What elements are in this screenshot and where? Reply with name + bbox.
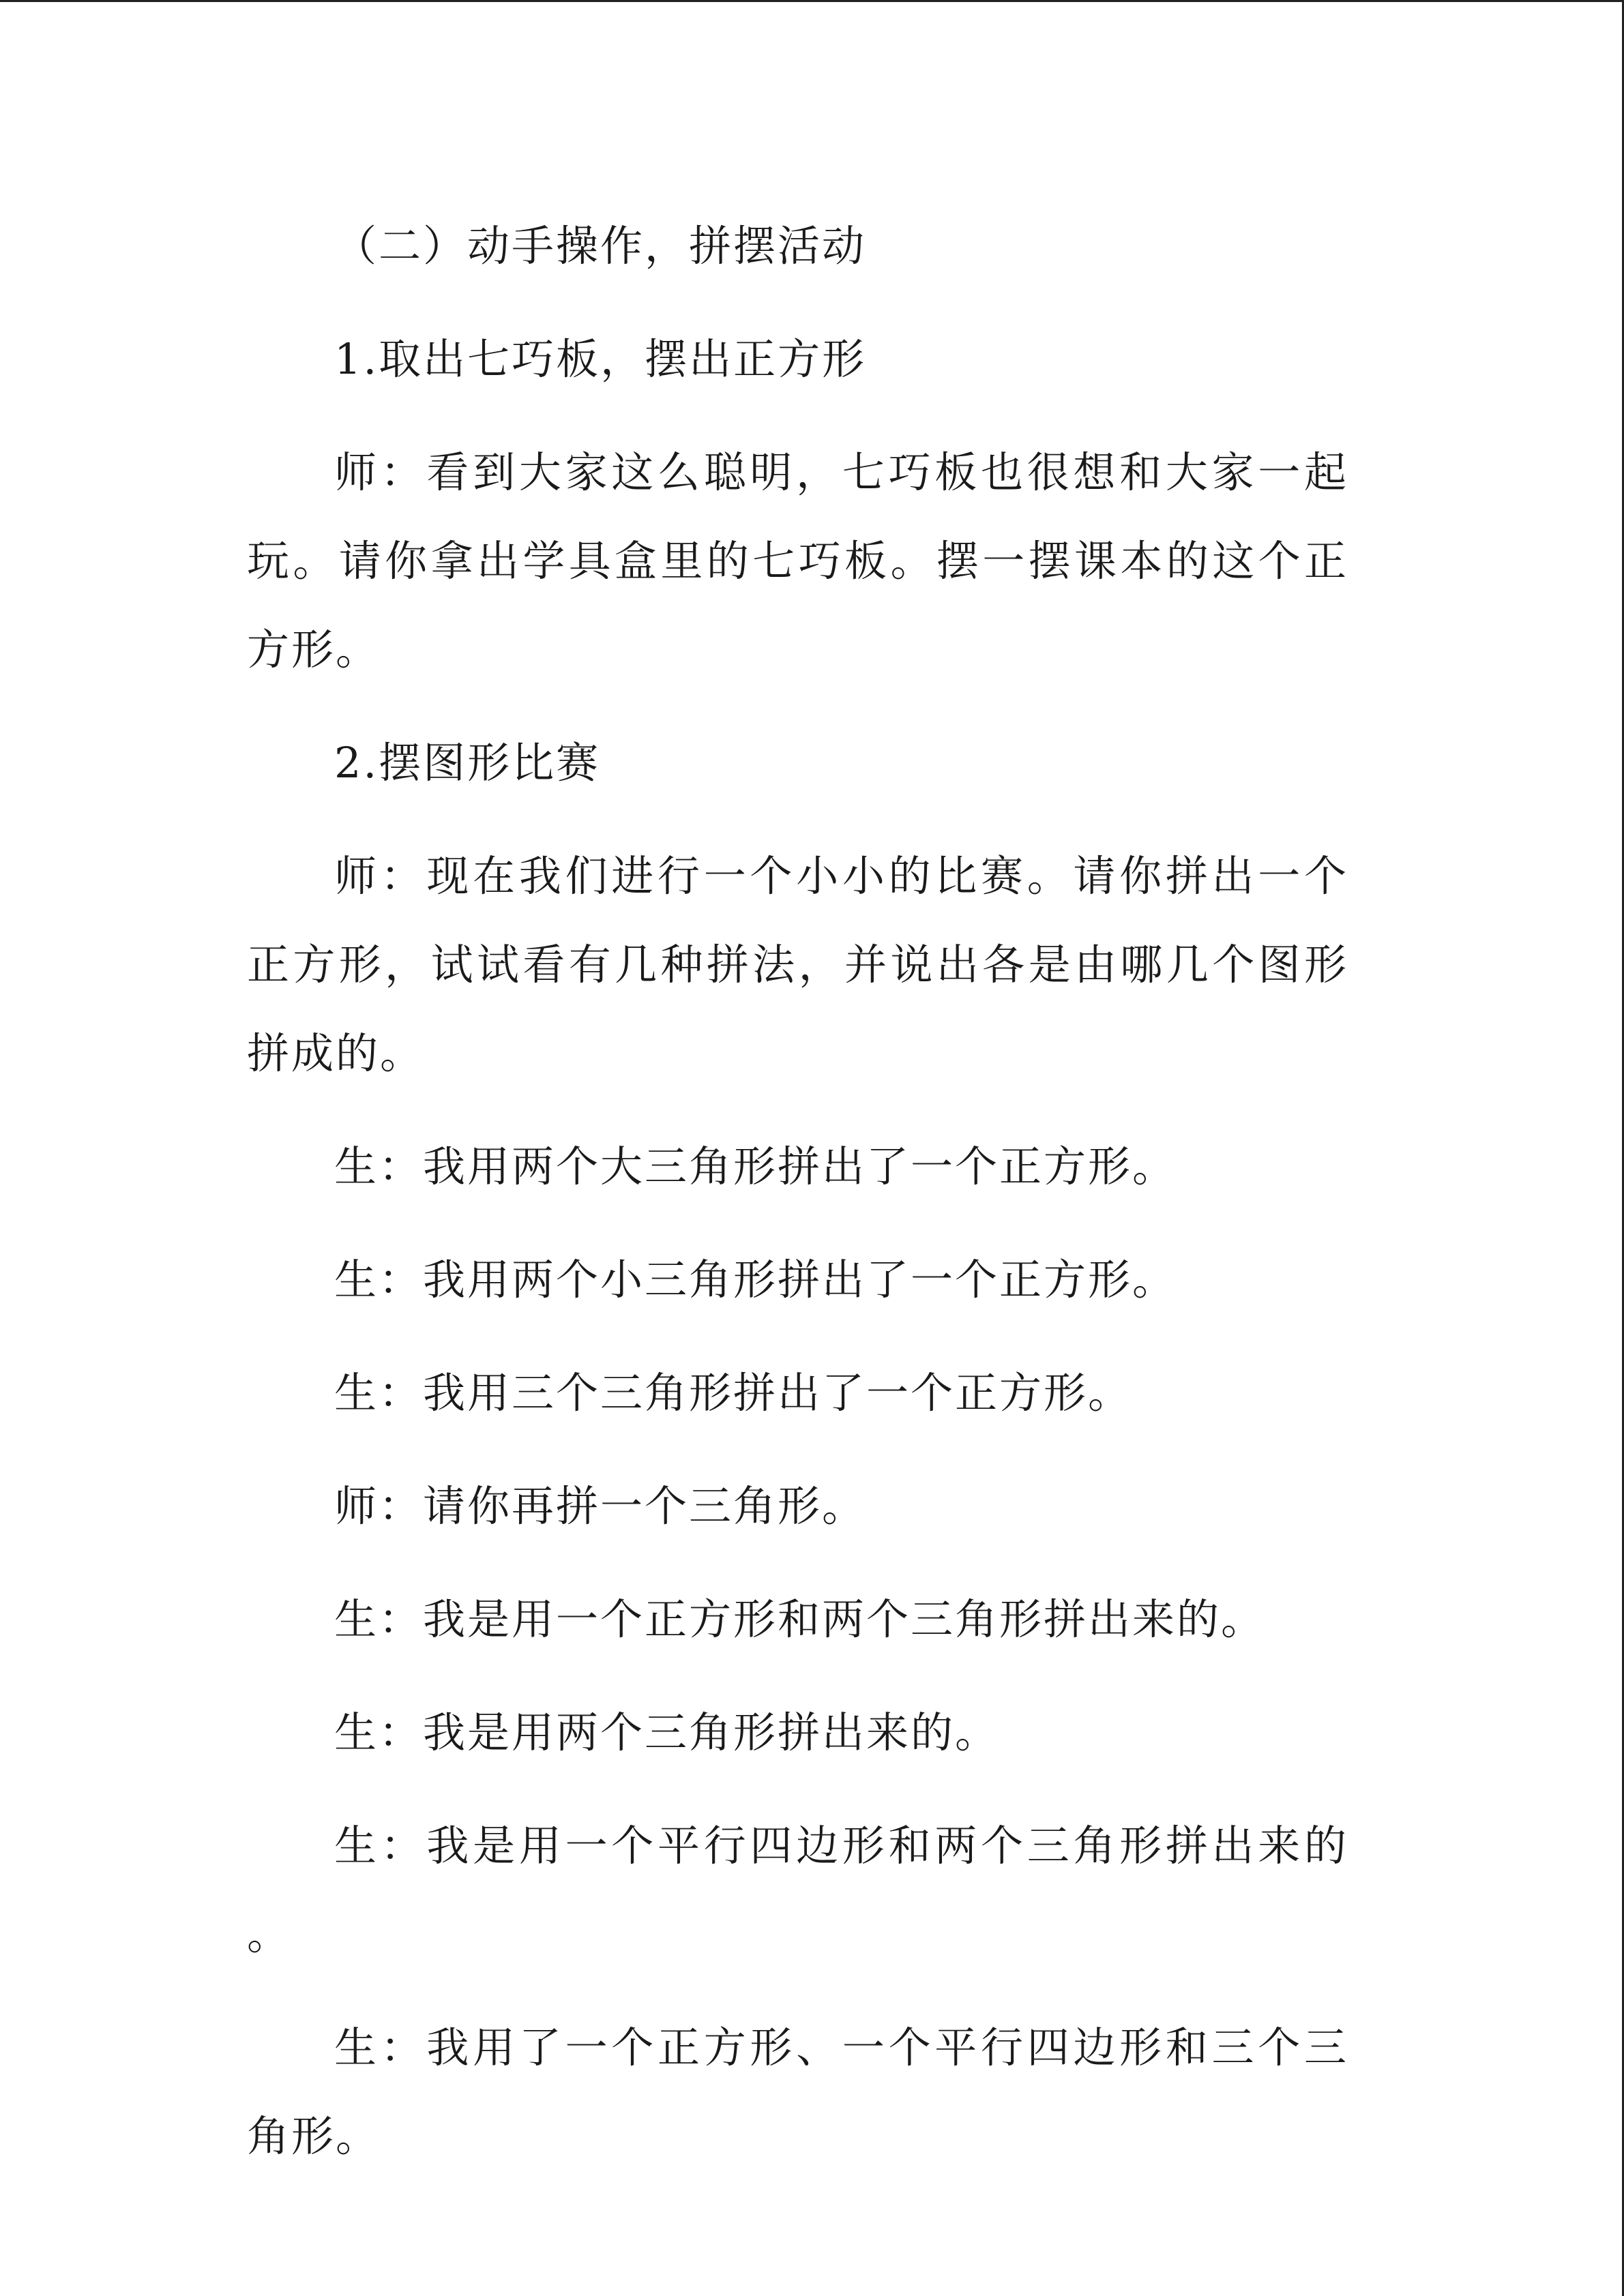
paragraph-student-3: 生：我用三个三角形拼出了一个正方形。 xyxy=(334,1368,1133,1418)
paragraph-student-2: 生：我用两个小三角形拼出了一个正方形。 xyxy=(334,1255,1177,1304)
paragraph-student-1: 生：我用两个大三角形拼出了一个正方形。 xyxy=(334,1142,1177,1191)
step-heading-2: 2.摆图形比赛 xyxy=(334,738,601,788)
paragraph-student-7: 生：我用了一个正方形、一个平行四边形和三个三角形。 xyxy=(247,2023,1348,2161)
section-heading: （二）动手操作，拼摆活动 xyxy=(334,221,867,271)
paragraph-student-5: 生：我是用两个三角形拼出来的。 xyxy=(334,1708,1000,1757)
paragraph-teacher-2: 师：现在我们进行一个小小的比赛。请你拼出一个正方形，试试看有几种拼法，并说出各是由哪几个图形拼成的。 xyxy=(247,851,1348,1078)
paragraph-student-4: 生：我是用一个正方形和两个三角形拼出来的。 xyxy=(334,1594,1266,1644)
step-heading-1: 1.取出七巧板，摆出正方形 xyxy=(334,334,867,384)
paragraph-student-6: 生：我是用一个平行四边形和两个三角形拼出来的。 xyxy=(247,1821,1348,1959)
document-body xyxy=(247,202,1348,2181)
paragraph-teacher-3: 师：请你再拼一个三角形。 xyxy=(334,1481,867,1531)
paragraph-teacher-1: 师：看到大家这么聪明，七巧板也很想和大家一起玩。请你拿出学具盒里的七巧板。摆一摆课本的这个正方形。 xyxy=(247,447,1348,674)
